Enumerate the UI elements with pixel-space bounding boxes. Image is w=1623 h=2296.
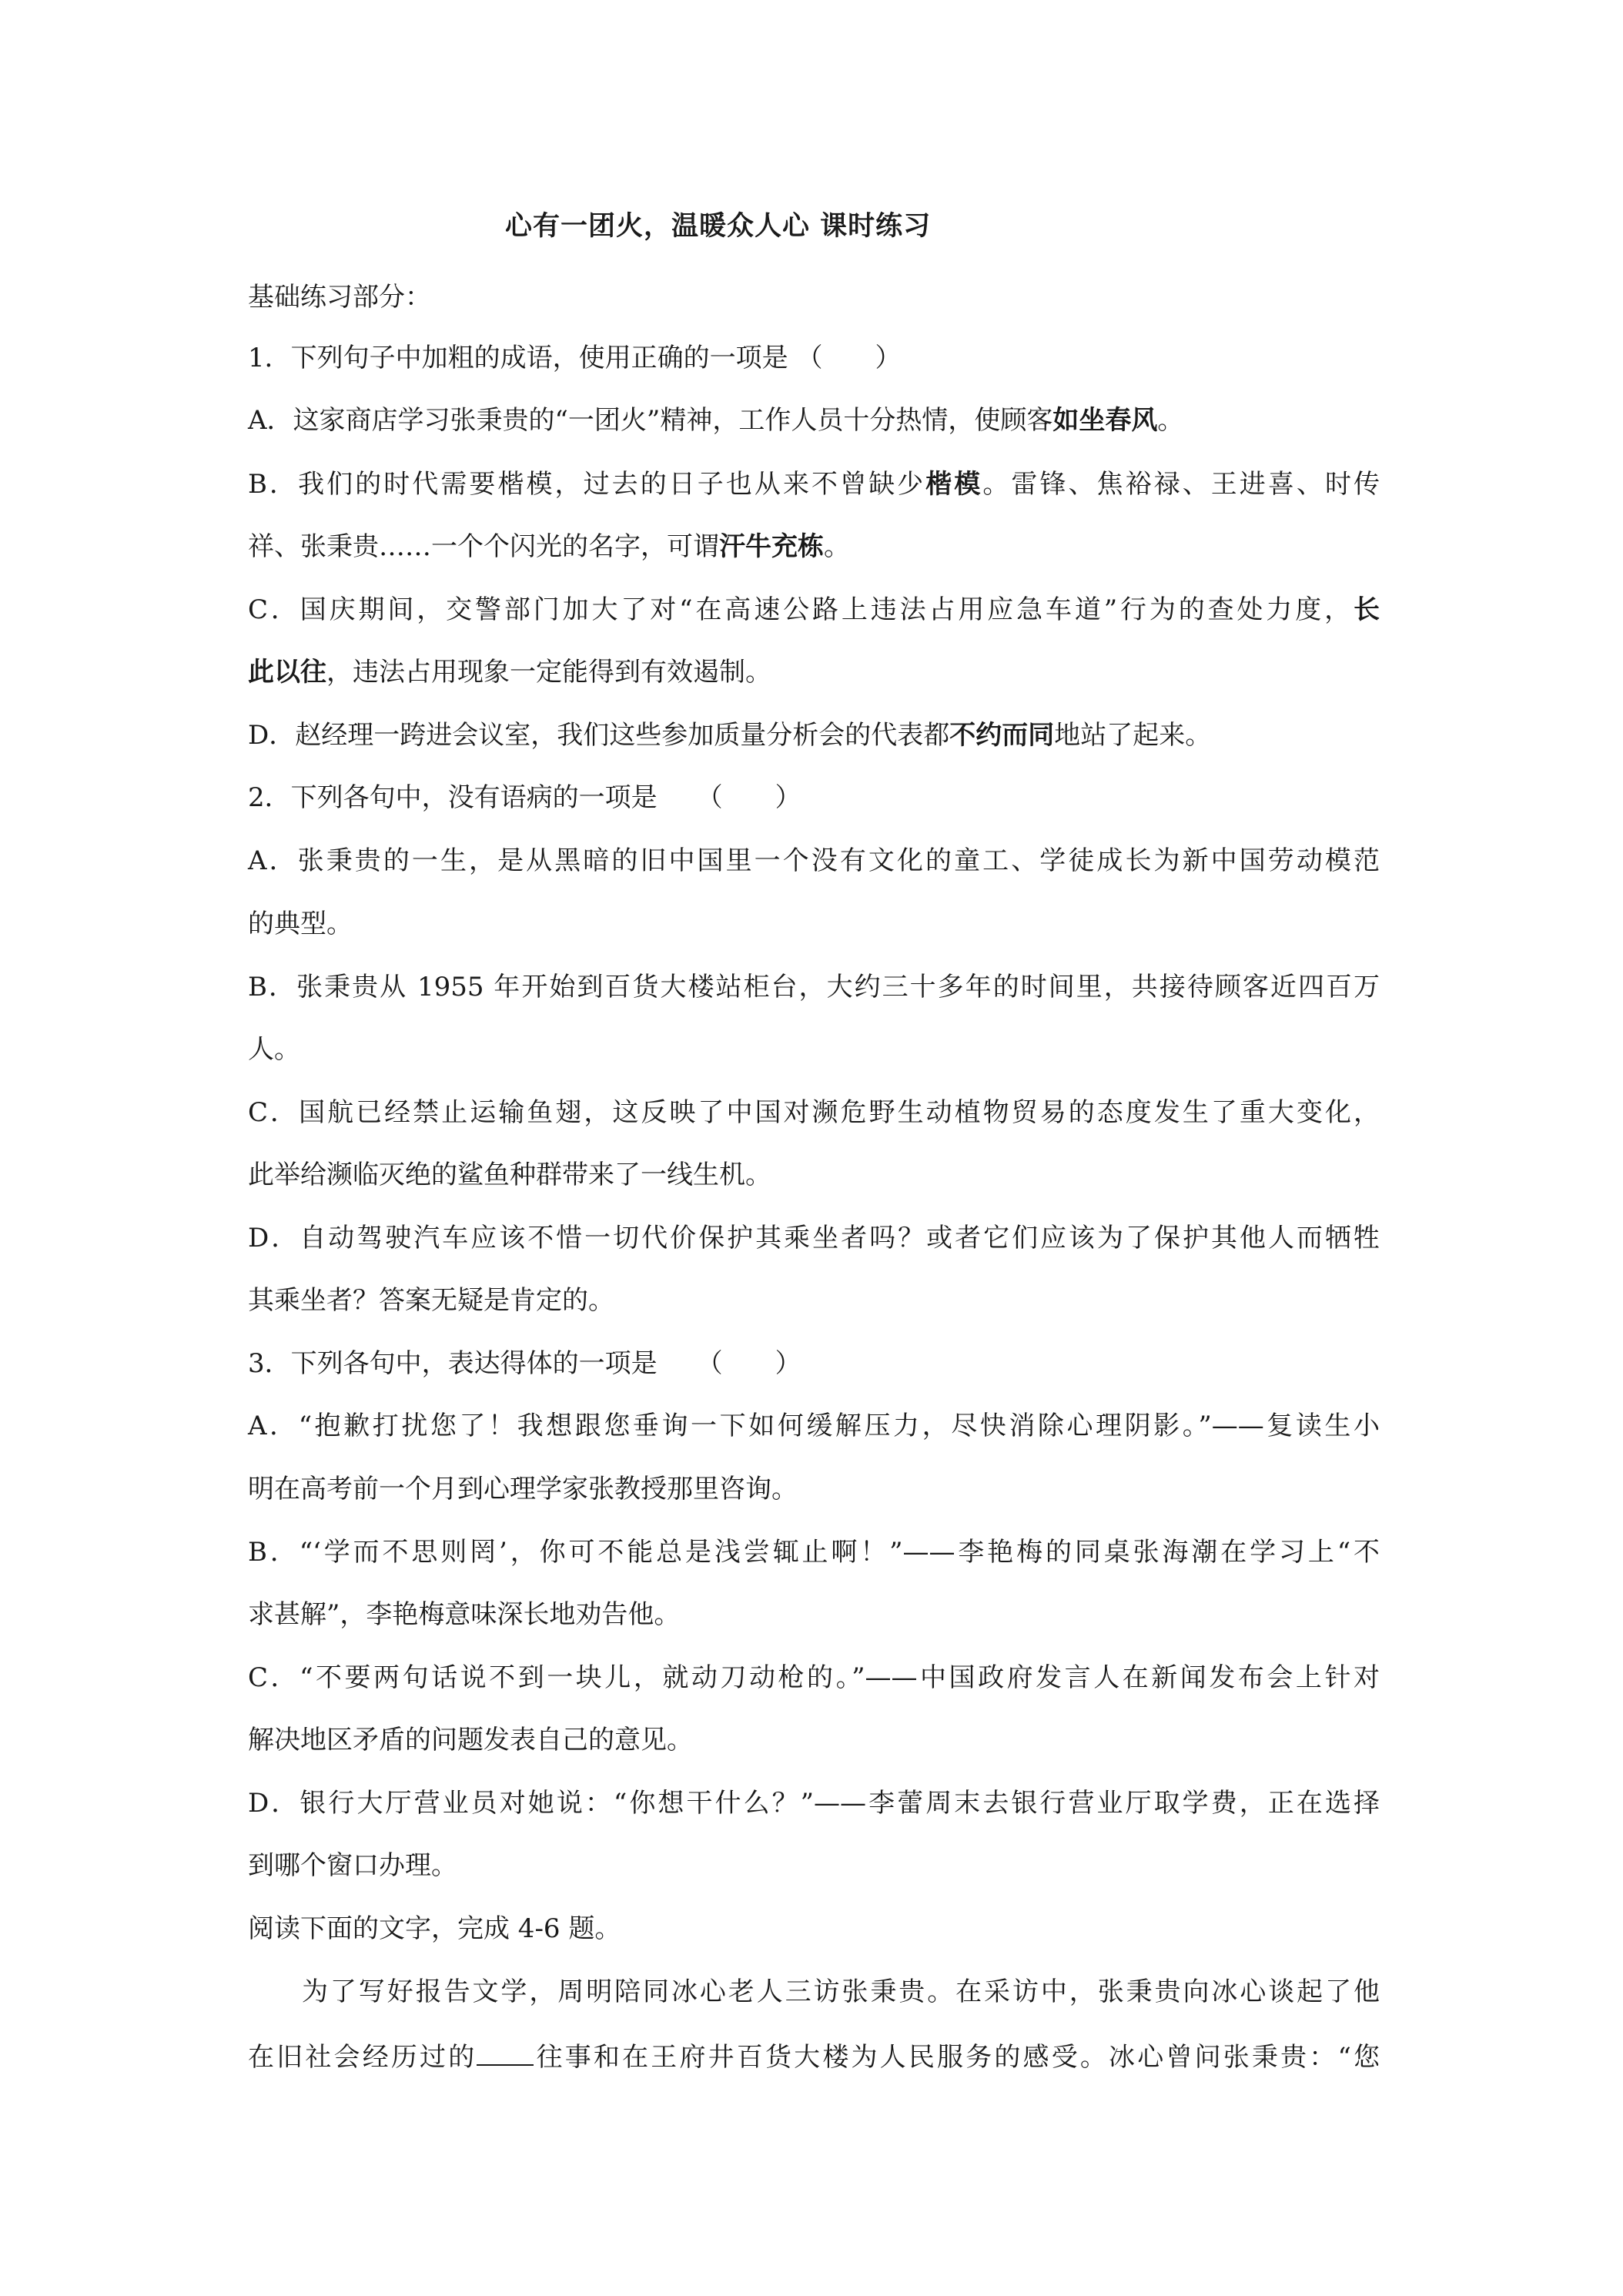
- q1-c-idiom-end: 此以往: [248, 657, 326, 688]
- q1-b-text-2: 祥、张秉贵……一个个闪光的名字，可谓: [248, 531, 719, 562]
- q1-b-text: B．我们的时代需要楷模，过去的日子也从来不曾缺少: [248, 469, 926, 500]
- reading-text: 在旧社会经历过的: [248, 2042, 477, 2073]
- section-heading-basic: 基础练习部分：: [248, 282, 431, 313]
- q1-a-idiom: 如坐春风: [1052, 405, 1158, 436]
- q1-option-b-line2: [248, 531, 850, 562]
- page-title: 心有一团火，温暖众人心 课时练习: [505, 210, 932, 242]
- q1-option-b-line1: [248, 469, 1380, 500]
- q1-option-c-line2: [248, 657, 771, 688]
- q2-option-c-line1: C．国航已经禁止运输鱼翅，这反映了中国对濒危野生动植物贸易的态度发生了重大变化，: [248, 1097, 1380, 1128]
- q3-stem: 3．下列各句中，表达得体的一项是 （ ）: [248, 1348, 801, 1379]
- q1-c-text-2: ，违法占用现象一定能得到有效遏制。: [326, 657, 771, 688]
- q3-option-a-line1: A．“抱歉打扰您了！我想跟您垂询一下如何缓解压力，尽快消除心理阴影。”——复读生小: [248, 1411, 1380, 1441]
- q1-d-idiom: 不约而同: [949, 720, 1055, 751]
- q1-b-text-cont: 。雷锋、焦裕禄、王进喜、时传: [982, 469, 1380, 500]
- reading-text-cont: 往事和在王府井百货大楼为人民服务的感受。冰心曾问张秉贵：“您: [534, 2042, 1380, 2073]
- reading-paragraph-line1: 为了写好报告文学，周明陪同冰心老人三访张秉贵。在采访中，张秉贵向冰心谈起了他: [302, 1976, 1380, 2007]
- q1-option-a: [248, 405, 1184, 436]
- q1-option-d: [248, 720, 1212, 751]
- reading-paragraph-line2: [248, 2041, 1380, 2073]
- q2-option-a-line2: 的典型。: [248, 909, 353, 939]
- q3-option-c-line2: 解决地区矛盾的问题发表自己的意见。: [248, 1725, 693, 1755]
- q2-stem: 2．下列各句中，没有语病的一项是 （ ）: [248, 782, 801, 813]
- reading-intro: 阅读下面的文字，完成 4-6 题。: [248, 1913, 621, 1944]
- q1-c-text: C．国庆期间，交警部门加大了对“在高速公路上违法占用应急车道”行为的查处力度，: [248, 594, 1354, 625]
- q1-d-text: D．赵经理一跨进会议室，我们这些参加质量分析会的代表都: [248, 720, 950, 751]
- q1-d-end: 地站了起来。: [1054, 720, 1212, 751]
- q3-option-c-line1: C．“不要两句话说不到一块儿，就动刀动枪的。”——中国政府发言人在新闻发布会上针对: [248, 1662, 1380, 1693]
- q3-option-d-line2: 到哪个窗口办理。: [248, 1850, 457, 1881]
- q2-option-b-line1: B．张秉贵从 1955 年开始到百货大楼站柜台，大约三十多年的时间里，共接待顾客近四百万: [248, 972, 1380, 1002]
- q3-option-d-line1: D．银行大厅营业员对她说：“你想干什么？”——李蕾周末去银行营业厅取学费，正在选择: [248, 1788, 1380, 1819]
- q1-a-end: 。: [1157, 405, 1184, 436]
- q2-option-c-line2: 此举给濒临灭绝的鲨鱼种群带来了一线生机。: [248, 1160, 771, 1190]
- q1-b-end: 。: [824, 531, 850, 562]
- q1-b-idiom: 汗牛充栋: [719, 531, 824, 562]
- q1-option-c-line1: [248, 594, 1380, 625]
- q1-stem: 1．下列句子中加粗的成语，使用正确的一项是 （ ）: [248, 343, 902, 373]
- q3-option-b-line2: 求甚解”，李艳梅意味深长地劝告他。: [248, 1599, 681, 1630]
- q2-option-a-line1: A．张秉贵的一生，是从黑暗的旧中国里一个没有文化的童工、学徒成长为新中国劳动模范: [248, 845, 1380, 876]
- q2-option-d-line1: D．自动驾驶汽车应该不惜一切代价保护其乘坐者吗？或者它们应该为了保护其他人而牺牲: [248, 1223, 1380, 1253]
- q1-c-idiom-start: 长: [1354, 594, 1380, 625]
- q1-b-word: 楷模: [925, 469, 983, 500]
- q1-a-text: A．这家商店学习张秉贵的“一团火”精神，工作人员十分热情，使顾客: [248, 405, 1053, 436]
- q2-option-b-line2: 人。: [248, 1034, 300, 1065]
- q2-option-d-line2: 其乘坐者？答案无疑是肯定的。: [248, 1285, 614, 1316]
- q3-option-a-line2: 明在高考前一个月到心理学家张教授那里咨询。: [248, 1474, 798, 1504]
- fill-in-blank: [477, 2041, 534, 2066]
- q3-option-b-line1: B．“‘学而不思则罔’，你可不能总是浅尝辄止啊！”——李艳梅的同桌张海潮在学习上“不: [248, 1537, 1380, 1568]
